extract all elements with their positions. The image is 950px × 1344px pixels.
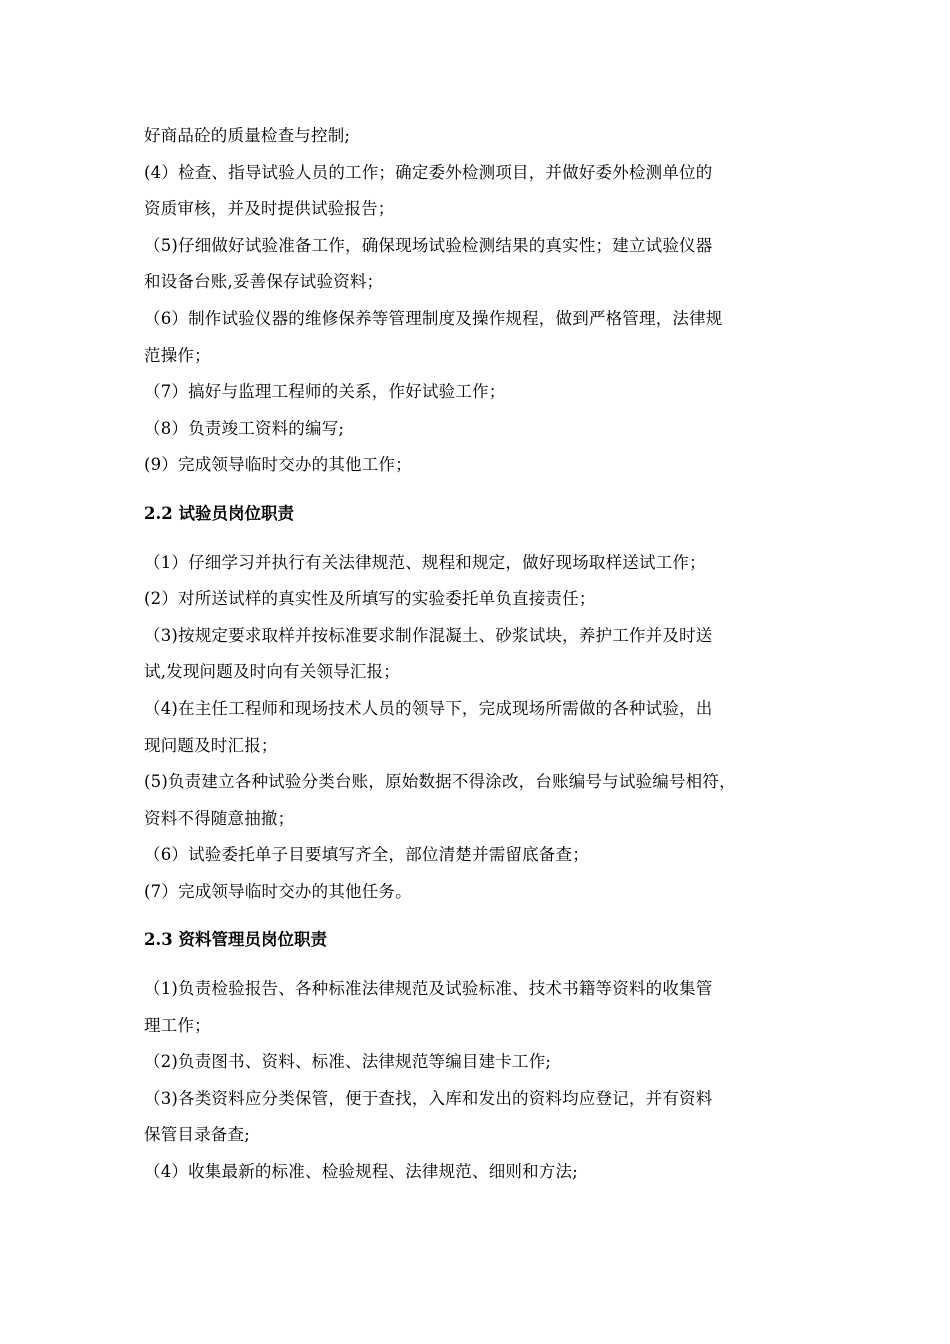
- text-line: （4）收集最新的标准、检验规程、法律规范、细则和方法;: [144, 1162, 578, 1182]
- text-line: （3)各类资料应分类保管，便于查找，入库和发出的资料均应登记，并有资料: [144, 1088, 713, 1108]
- section-heading-2-2: 2.2 试验员岗位职责: [144, 503, 294, 523]
- text-line: 范操作；: [144, 345, 211, 365]
- text-line: 理工作；: [144, 1015, 211, 1035]
- text-line: （4)在主任工程师和现场技术人员的领导下，完成现场所需做的各种试验，出: [144, 698, 713, 718]
- document-page: [144, 118, 812, 1191]
- text-line: （1)负责检验报告、各种标准法律规范及试验标准、技术书籍等资料的收集管: [144, 979, 713, 999]
- text-line: 保管目录备查;: [144, 1125, 250, 1145]
- text-line: （2)负责图书、资料、标准、法律规范等编目建卡工作;: [144, 1052, 552, 1072]
- text-line: (9）完成领导临时交办的其他工作；: [144, 455, 412, 475]
- text-line: 资料不得随意抽撤；: [144, 808, 295, 828]
- section-2-1-tail: [144, 118, 812, 484]
- section-heading-2-3: 2.3 资料管理员岗位职责: [144, 930, 327, 950]
- text-line: 试,发现问题及时向有关领导汇报；: [144, 662, 400, 682]
- text-line: (5)负责建立各种试验分类台账，原始数据不得涂改，台账编号与试验编号相符，: [144, 772, 736, 792]
- section-2-3-body: [144, 971, 812, 1191]
- text-line: （8）负责竣工资料的编写;: [144, 418, 345, 438]
- text-line: 好商品砼的质量检查与控制;: [144, 126, 351, 145]
- text-line: (4）检查、指导试验人员的工作；确定委外检测项目，并做好委外检测单位的: [144, 162, 713, 182]
- text-line: （1）仔细学习并执行有关法律规范、规程和规定，做好现场取样送试工作；: [144, 552, 706, 572]
- text-line: (2）对所送试样的真实性及所填写的实验委托单负直接责任；: [144, 589, 596, 609]
- text-line: (7）完成领导临时交办的其他任务。: [144, 881, 412, 901]
- text-line: （7）搞好与监理工程师的关系，作好试验工作；: [144, 382, 506, 402]
- text-line: 现问题及时汇报；: [144, 735, 278, 755]
- text-line: 和设备台账,妥善保存试验资料；: [144, 272, 384, 292]
- text-line: （3)按规定要求取样并按标准要求制作混凝土、砂浆试块，养护工作并及时送: [144, 625, 713, 645]
- text-line: （6）试验委托单子目要填写齐全，部位清楚并需留底备查；: [144, 845, 589, 865]
- text-line: 资质审核，并及时提供试验报告；: [144, 199, 395, 219]
- section-2-2-body: [144, 545, 812, 911]
- text-line: （5)仔细做好试验准备工作，确保现场试验检测结果的真实性；建立试验仪器: [144, 235, 713, 255]
- text-line: （6）制作试验仪器的维修保养等管理制度及操作规程，做到严格管理，法律规: [144, 308, 723, 328]
